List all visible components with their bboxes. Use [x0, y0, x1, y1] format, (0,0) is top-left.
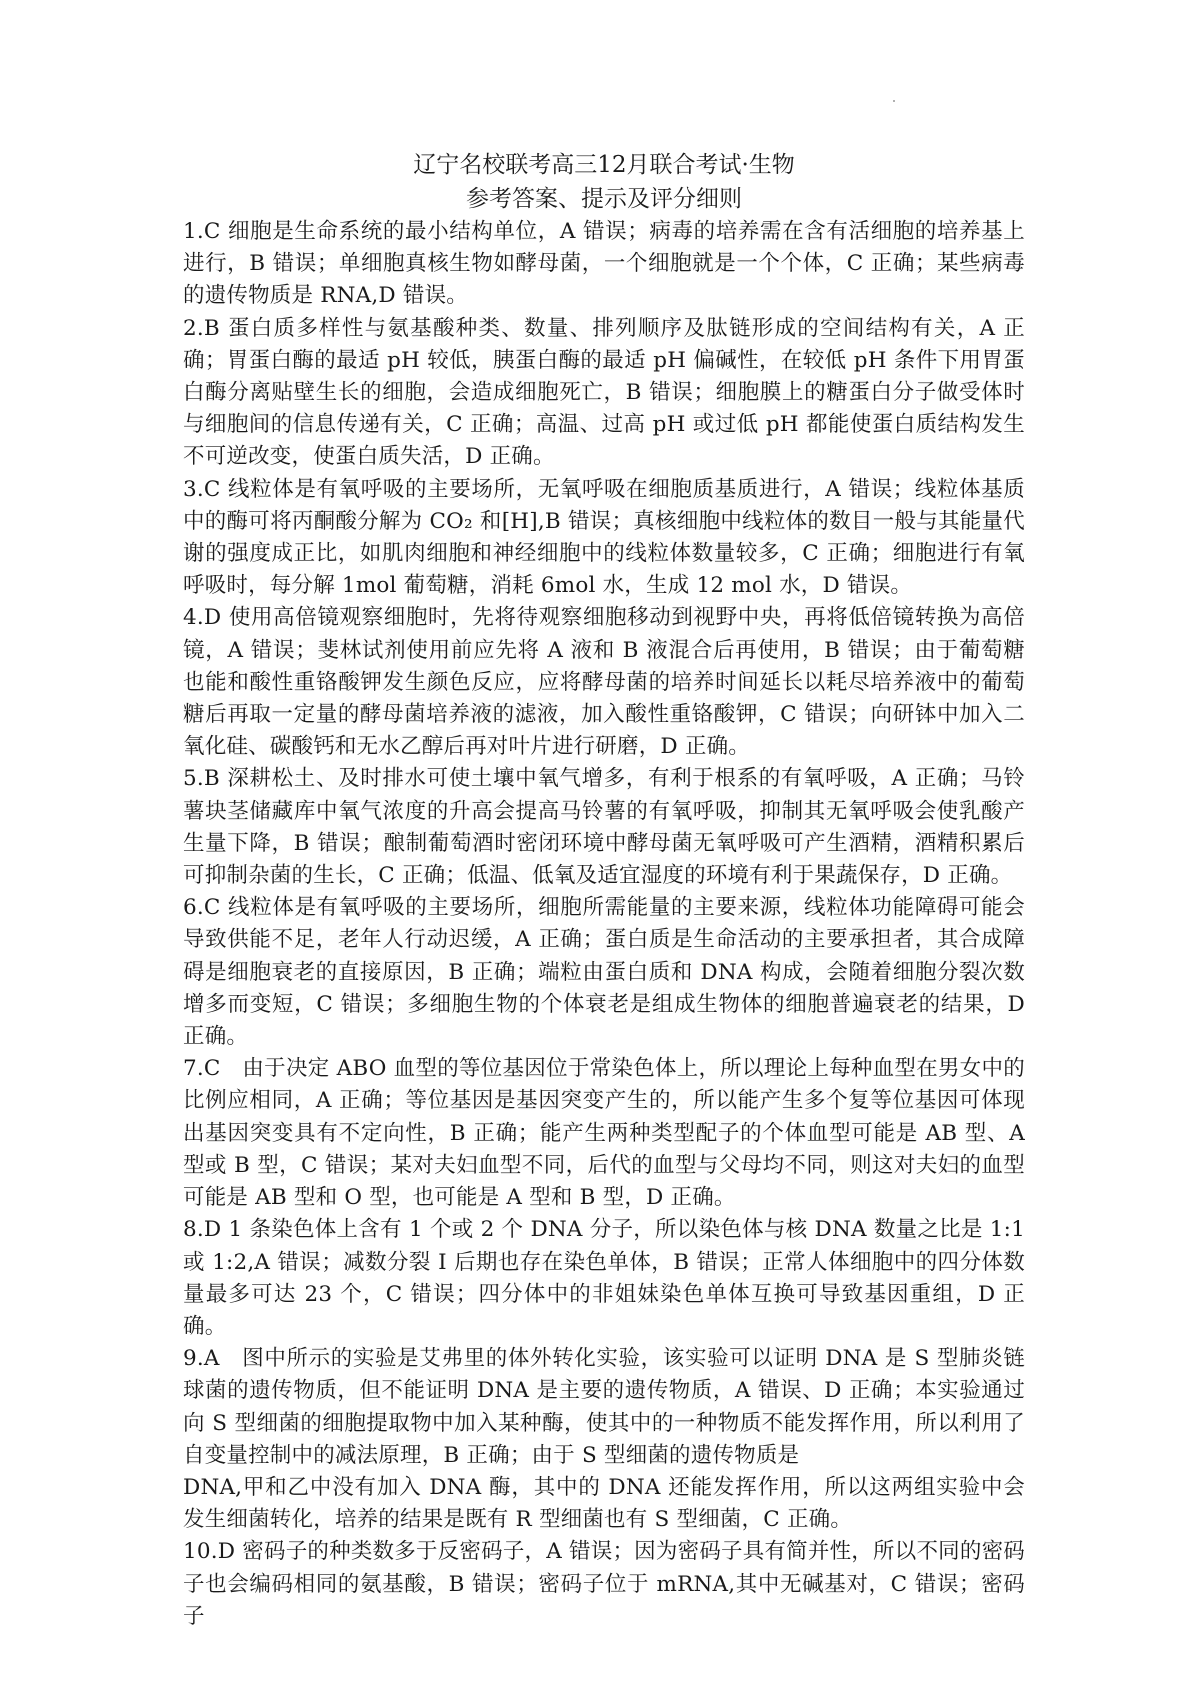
document-title: 辽宁名校联考高三12月联合考试·生物 — [413, 152, 795, 178]
answer-9-continued: DNA,甲和乙中没有加入 DNA 酶，其中的 DNA 还能发挥作用，所以这两组实验中会发生细菌转化，培养的结果是既有 R 型细菌也有 S 型细菌，C 正确。 — [183, 1474, 1025, 1533]
answer-8: 8.D 1 条染色体上含有 1 个或 2 个 DNA 分子，所以染色体与核 DNA 数量之比是 1:1 或 1:2,A 错误；减数分裂 I 后期也存在染色单体，B 错误；正常人体细胞中的四分体数量最多可达 23 个，C 错误；四分体中的非姐妹染色单体互换可导致基因重组，D 正确。 — [183, 1217, 1025, 1339]
answer-2: 2.B 蛋白质多样性与氨基酸种类、数量、排列顺序及肽链形成的空间结构有关，A 正确；胃蛋白酶的最适 pH 较低，胰蛋白酶的最适 pH 偏碱性，在较低 pH 条件下用胃蛋白酶分离贴壁生长的细胞，会造成细胞死亡，B 错误；细胞膜上的糖蛋白分子做受体时与细胞间的信息传递有关，C 正确；高温、过高 pH 或过低 pH 都能使蛋白质结构发生不可逆改变，使蛋白质失活，D 正确。 — [183, 315, 1025, 470]
answer-sheet — [183, 148, 1025, 1633]
document-subtitle: 参考答案、提示及评分细则 — [466, 186, 742, 212]
answer-9: 9.A 图中所示的实验是艾弗里的体外转化实验，该实验可以证明 DNA 是 S 型肺炎链球菌的遗传物质，但不能证明 DNA 是主要的遗传物质，A 错误、D 正确；本实验通过向 S 型细菌的细胞提取物中加入某种酶，使其中的一种物质不能发挥作用，所以利用了自变量控制中的减法原理，B 正确；由于 S 型细菌的遗传物质是 — [183, 1346, 1025, 1468]
answer-10: 10.D 密码子的种类数多于反密码子，A 错误；因为密码子具有简并性，所以不同的密码子也会编码相同的氨基酸，B 错误；密码子位于 mRNA,其中无碱基对，C 错误；密码子 — [183, 1539, 1025, 1629]
answer-7: 7.C 由于决定 ABO 血型的等位基因位于常染色体上，所以理论上每种血型在男女中的比例应相同，A 正确；等位基因是基因突变产生的，所以能产生多个复等位基因可体现出基因突变具有不定向性，B 正确；能产生两种类型配子的个体血型可能是 AB 型、A 型或 B 型，C 错误；某对夫妇血型不同，后代的血型与父母均不同，则这对夫妇的血型可能是 AB 型和 O 型，也可能是 A 型和 B 型，D 正确。 — [183, 1056, 1025, 1211]
answer-3: 3.C 线粒体是有氧呼吸的主要场所，无氧呼吸在细胞质基质进行，A 错误；线粒体基质中的酶可将丙酮酸分解为 CO₂ 和[H],B 错误；真核细胞中线粒体的数目一般与其能量代谢的强度成正比，如肌肉细胞和神经细胞中的线粒体数量较多，C 正确；细胞进行有氧呼吸时，每分解 1mol 葡萄糖，消耗 6mol 水，生成 12 mol 水，D 错误。 — [183, 476, 1025, 599]
answer-5: 5.B 深耕松土、及时排水可使土壤中氧气增多，有利于根系的有氧呼吸，A 正确；马铃薯块茎储藏库中氧气浓度的升高会提高马铃薯的有氧呼吸，抑制其无氧呼吸会使乳酸产生量下降，B 错误；酿制葡萄酒时密闭环境中酵母菌无氧呼吸可产生酒精，酒精积累后可抑制杂菌的生长，C 正确；低温、低氧及适宜湿度的环境有利于果蔬保存，D 正确。 — [183, 766, 1025, 889]
answer-6: 6.C 线粒体是有氧呼吸的主要场所，细胞所需能量的主要来源，线粒体功能障碍可能会导致供能不足，老年人行动迟缓，A 正确；蛋白质是生命活动的主要承担者，其合成障碍是细胞衰老的直接原因，B 正确；端粒由蛋白质和 DNA 构成，会随着细胞分裂次数增多而变短，C 错误；多细胞生物的个体衰老是组成生物体的细胞普遍衰老的结果，D 正确。 — [183, 895, 1025, 1050]
answer-1: 1.C 细胞是生命系统的最小结构单位，A 错误；病毒的培养需在含有活细胞的培养基上进行，B 错误；单细胞真核生物如酵母菌，一个细胞就是一个个体，C 正确；某些病毒的遗传物质是 RNA,D 错误。 — [183, 219, 1025, 309]
scan-speck — [893, 100, 895, 102]
answer-4: 4.D 使用高倍镜观察细胞时，先将待观察细胞移动到视野中央，再将低倍镜转换为高倍镜，A 错误；斐林试剂使用前应先将 A 液和 B 液混合后再使用，B 错误；由于葡萄糖也能和酸性重铬酸钾发生颜色反应，应将酵母菌的培养时间延长以耗尽培养液中的葡萄糖后再取一定量的酵母菌培养液的滤液，加入酸性重铬酸钾，C 错误；向研钵中加入二氧化硅、碳酸钙和无水乙醇后再对叶片进行研磨，D 正确。 — [183, 605, 1025, 760]
